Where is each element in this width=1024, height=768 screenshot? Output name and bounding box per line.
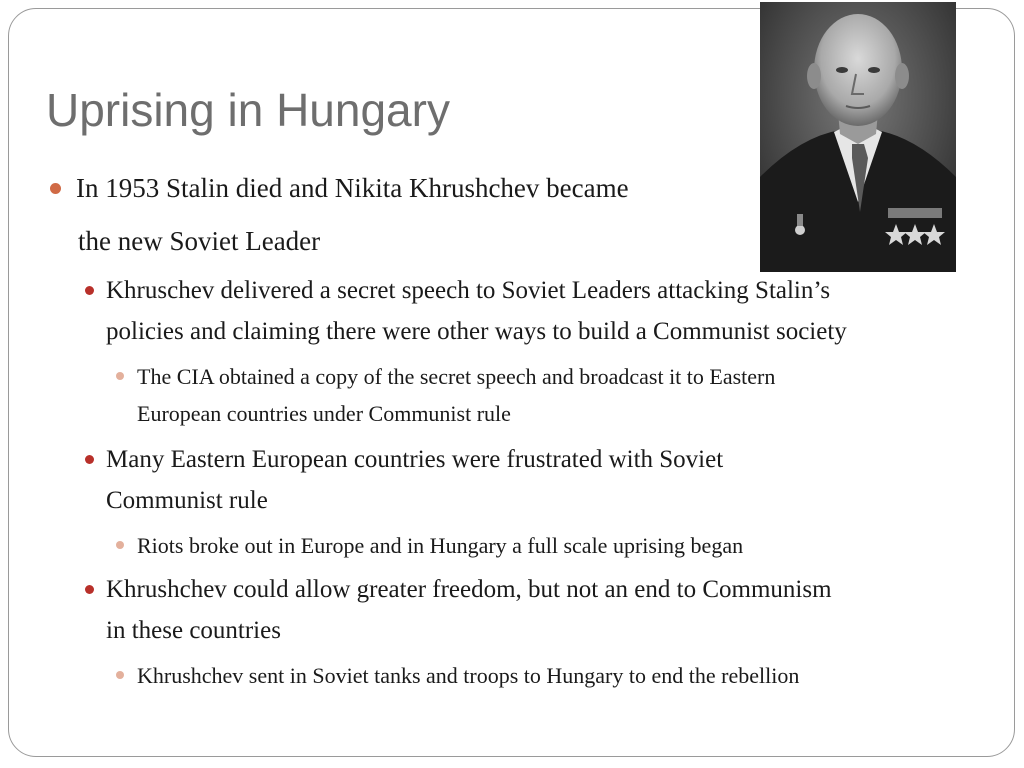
bullet-text: The CIA obtained a copy of the secret speech and broadcast it to Eastern xyxy=(137,364,776,389)
bullet-text: the new Soviet Leader xyxy=(78,226,321,256)
bullet-dot xyxy=(116,541,124,549)
portrait-image xyxy=(760,2,956,272)
slide-title: Uprising in Hungary xyxy=(46,84,450,136)
bullet-text: policies and claiming there were other ways to build a Communist society xyxy=(106,318,847,345)
bullet-text: Many Eastern European countries were frustrated with Soviet xyxy=(106,446,724,473)
bullet-dot xyxy=(116,372,124,380)
bullet-text: Communist rule xyxy=(106,487,268,514)
bullet-dot xyxy=(85,286,94,295)
bullet-text: Khrushchev could allow greater freedom, but not an end to Communism xyxy=(106,576,832,603)
bullet-text: in these countries xyxy=(106,617,281,644)
bullet-text: Khruschev delivered a secret speech to Soviet Leaders attacking Stalin’s xyxy=(106,277,831,304)
bullet-text: In 1953 Stalin died and Nikita Khrushchev became xyxy=(76,173,629,203)
bullet-text: Riots broke out in Europe and in Hungary a full scale uprising began xyxy=(137,533,744,558)
bullet-dot xyxy=(50,183,61,194)
bullet-text: Khrushchev sent in Soviet tanks and troops to Hungary to end the rebellion xyxy=(137,663,800,688)
bullet-text: European countries under Communist rule xyxy=(137,401,511,426)
bullet-dot xyxy=(116,671,124,679)
bullet-dot xyxy=(85,585,94,594)
khrushchev-photo xyxy=(760,2,956,272)
bullet-dot xyxy=(85,455,94,464)
